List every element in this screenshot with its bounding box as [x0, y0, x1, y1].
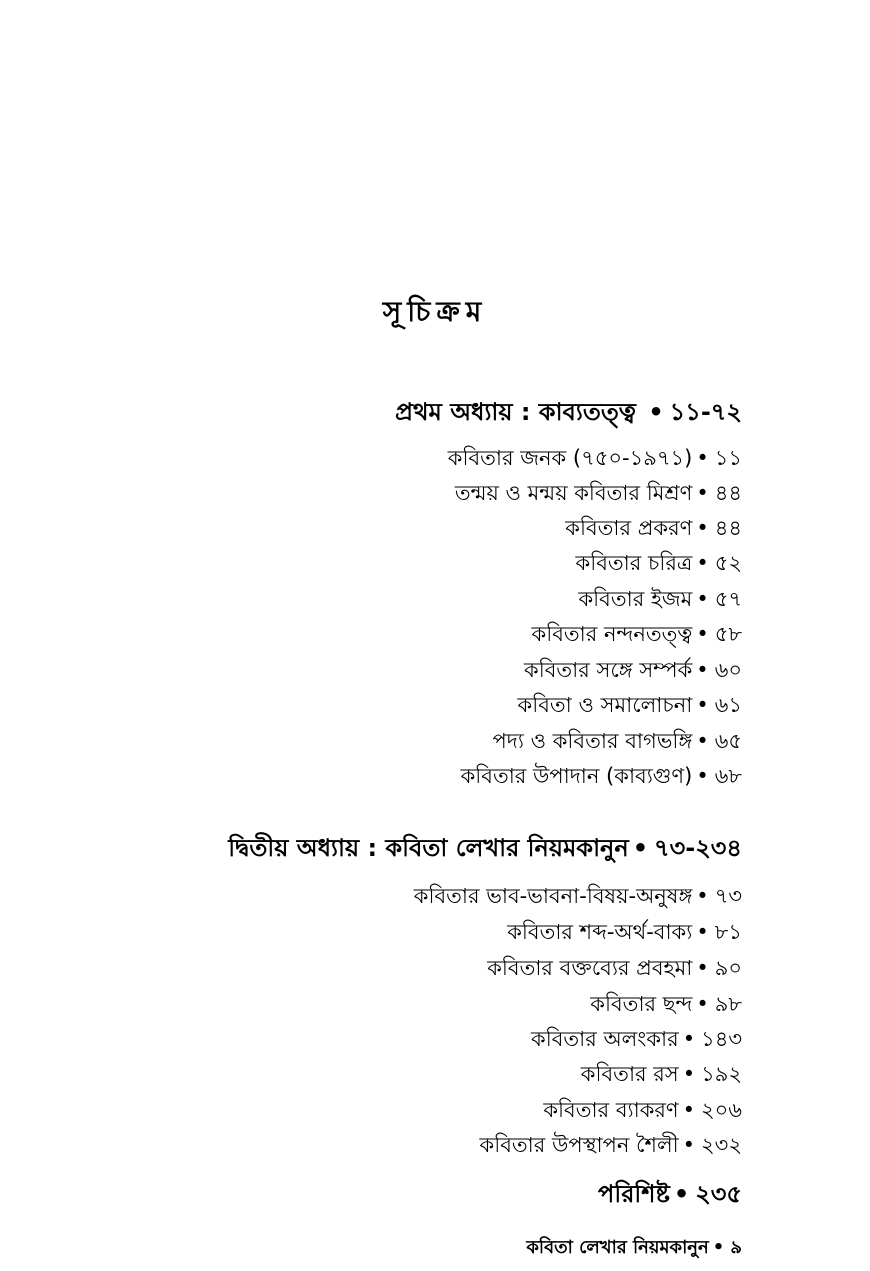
bullet-icon: •: [696, 884, 709, 908]
toc-entry: [461, 762, 742, 790]
toc-entry: [507, 918, 742, 946]
toc-entry: [576, 549, 742, 577]
chapter-heading-2: [228, 834, 742, 862]
bullet-icon: •: [696, 551, 709, 575]
toc-entry-label: কবিতার ছন্দ: [590, 992, 693, 1016]
toc-entry: [565, 514, 742, 542]
bullet-icon: •: [696, 729, 709, 753]
chapter-title: দ্বিতীয় অধ্যায় : কবিতা লেখার নিয়মকানুন: [228, 834, 629, 862]
toc-entry-page: ৫৭: [714, 587, 742, 611]
toc-entry-page: ২০৬: [701, 1098, 742, 1122]
toc-entry-page: ৪৪: [714, 481, 742, 505]
toc-entry-page: ৬০: [714, 658, 742, 682]
toc-entry: [480, 1131, 742, 1159]
bullet-icon: •: [696, 956, 709, 980]
appendix-title: পরিশিষ্ট: [598, 1180, 670, 1208]
bullet-icon: •: [696, 446, 709, 470]
bullet-icon: •: [682, 1098, 696, 1122]
toc-entry-label: কবিতার উপাদান (কাব্যগুণ): [460, 764, 693, 788]
toc-entry-page: ৫২: [714, 551, 742, 575]
toc-entry-page: ৯০: [714, 956, 742, 980]
bullet-icon: •: [682, 1133, 696, 1157]
toc-entry: [578, 585, 742, 613]
toc-entry-label: কবিতা ও সমালোচনা: [517, 693, 693, 717]
chapter-title: প্রথম অধ্যায় : কাব্যতত্ত্ব: [395, 398, 636, 426]
toc-entry-label: কবিতার নন্দনতত্ত্ব: [531, 622, 693, 646]
toc-entry-page: ১৯২: [701, 1062, 742, 1086]
toc-entry-page: ১৪৩: [701, 1027, 742, 1051]
toc-entry-page: ৪৪: [714, 516, 742, 540]
page-number: ৯: [730, 1237, 742, 1258]
appendix-heading: [598, 1180, 742, 1208]
chapter-page-range: ৭৩-২৩৪: [654, 834, 742, 862]
bullet-icon: •: [696, 658, 709, 682]
bullet-icon: •: [696, 992, 709, 1016]
toc-entry-label: তন্ময় ও মন্ময় কবিতার মিশ্রণ: [454, 481, 693, 505]
toc-entry-label: কবিতার প্রকরণ: [565, 516, 693, 540]
footer-label: কবিতা লেখার নিয়মকানুন: [526, 1237, 709, 1258]
bullet-icon: •: [696, 587, 709, 611]
bullet-icon: •: [632, 834, 649, 862]
toc-entry-label: কবিতার ব্যাকরণ: [543, 1098, 679, 1122]
toc-entry-page: ৮১: [714, 920, 742, 944]
toc-entry-label: পদ্য ও কবিতার বাগভঙ্গি: [492, 729, 693, 753]
toc-entry-label: কবিতার ভাব-ভাবনা-বিষয়-অনুষঙ্গ: [413, 884, 693, 908]
bullet-icon: •: [648, 398, 664, 426]
toc-entry-page: ৬১: [714, 693, 742, 717]
appendix-page: ২৩৫: [695, 1180, 742, 1208]
toc-entry: [590, 990, 742, 1018]
toc-entry-page: ১১: [714, 446, 742, 470]
toc-entry: [581, 1060, 742, 1088]
chapter-heading-1: [395, 398, 742, 426]
toc-entry: [487, 954, 742, 982]
bullet-icon: •: [696, 622, 709, 646]
toc-entry-label: কবিতার ইজম: [578, 587, 693, 611]
toc-entry: [493, 727, 742, 755]
bullet-icon: •: [712, 1237, 725, 1258]
toc-entry-page: ৫৮: [714, 622, 742, 646]
toc-entry-label: কবিতার জনক (৭৫০-১৯৭১): [447, 446, 693, 470]
toc-entry-label: কবিতার অলংকার: [531, 1027, 679, 1051]
toc-entry: [455, 479, 742, 507]
toc-entry-label: কবিতার উপস্থাপন শৈলী: [479, 1133, 679, 1157]
bullet-icon: •: [696, 693, 709, 717]
running-footer: [526, 1234, 742, 1262]
toc-entry: [531, 1025, 742, 1053]
toc-entry-label: কবিতার রস: [580, 1062, 679, 1086]
toc-entry-page: ৯৮: [714, 992, 742, 1016]
toc-entry: [532, 620, 743, 648]
bullet-icon: •: [682, 1027, 696, 1051]
toc-entry-page: ৬৫: [714, 729, 742, 753]
bullet-icon: •: [673, 1180, 690, 1208]
page-title: সূচিক্রম: [382, 295, 488, 328]
toc-entry: [518, 691, 742, 719]
bullet-icon: •: [696, 920, 709, 944]
bullet-icon: •: [682, 1062, 696, 1086]
bullet-icon: •: [696, 764, 709, 788]
toc-entry: [524, 656, 742, 684]
toc-entry-label: কবিতার বক্তব্যের প্রবহমা: [487, 956, 693, 980]
toc-entry-page: ৬৮: [714, 764, 742, 788]
toc-entry-label: কবিতার সঙ্গে সম্পর্ক: [524, 658, 693, 682]
chapter-page-range: ১১-৭২: [669, 398, 742, 426]
toc-entry-label: কবিতার শব্দ-অর্থ-বাক্য: [507, 920, 693, 944]
toc-entry-label: কবিতার চরিত্র: [575, 551, 693, 575]
toc-entry-page: ৭৩: [714, 884, 742, 908]
bullet-icon: •: [696, 516, 709, 540]
bullet-icon: •: [696, 481, 709, 505]
toc-entry: [414, 882, 742, 910]
toc-entry: [543, 1096, 742, 1124]
toc-entry-page: ২৩২: [701, 1133, 742, 1157]
toc-entry: [448, 444, 742, 472]
